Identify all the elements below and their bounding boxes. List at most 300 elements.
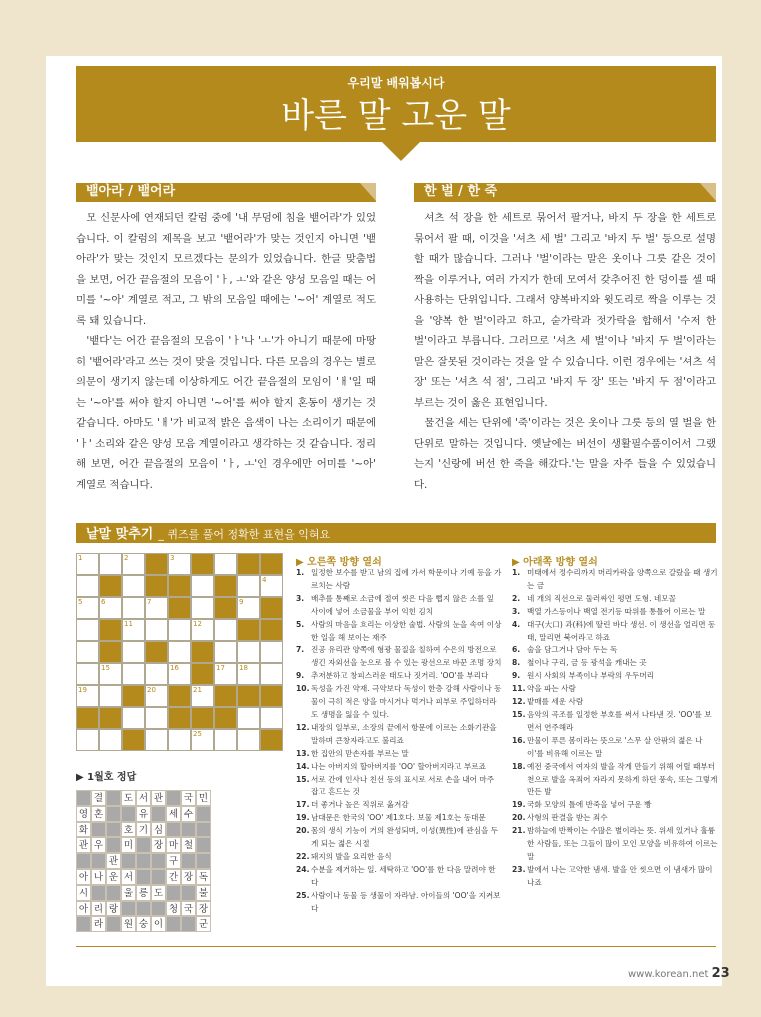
- crossword-number: 13: [147, 642, 156, 650]
- clue-text: 네 개의 직선으로 둘러싸인 평면 도형. 네모꼴: [527, 593, 676, 603]
- crossword-cell[interactable]: [237, 641, 260, 663]
- answer-cell: [151, 869, 166, 885]
- down-clue: [512, 593, 718, 606]
- clue-text: 수분을 제거하는 일. 세탁하고 'OO'를 한 다음 말려야 한다: [311, 864, 496, 887]
- crossword-block: [237, 685, 260, 707]
- clue-text: 미태에서 정수리까지 머리카락을 양쪽으로 갈랐을 때 생기는 금: [527, 568, 718, 590]
- crossword-number: 10: [101, 620, 110, 628]
- clue-text: 철이나 구리, 금 등 광석을 캐내는 곳: [527, 658, 647, 668]
- answer-cell: 아: [76, 901, 91, 917]
- clue-number: 3.: [512, 606, 521, 616]
- left-section-rule: [76, 201, 376, 202]
- answer-cell: 미: [121, 837, 136, 853]
- clue-number: 25.: [296, 890, 310, 900]
- answer-cell: 유: [136, 806, 151, 822]
- across-clue: [296, 683, 502, 722]
- crossword-block: [191, 553, 214, 575]
- crossword-cell[interactable]: [260, 641, 283, 663]
- right-paragraph-1: 셔츠 석 장을 한 세트로 묶어서 팔거나, 바지 두 장을 한 세트로 묶어서 팔 때, 이것을 '셔츠 세 벌' 그리고 '바지 두 벌' 등으로 설명할 때가 많습니다. 그러나 '벌'이라는 말은 옷이나 그릇 같은 것이 짝을 이루거나, 여러 가지가 한데 모여서 갖추어진 한 덩이를 셀 때 사용하는 단위입니다. 그래서 양복바지와 윗도리로 짝을 이루는 것을 '양복 한 벌'이라고 하고, 숟가락과 젓가락을 합해서 '수저 한 벌'이라고 부릅니다. 그러므로 '셔츠 세 벌'이나 '바지 두 벌'이라는 말은 잘못된 것이라는 것을 알 수 있습니다. 이런 경우에는 '셔츠 석 장' 또는 '셔츠 석 점', 그리고 '바지 두 장' 또는 '바지 두 점'이라고 부르는 것이 옳은 표현입니다.: [414, 212, 716, 409]
- answer-cell: 민: [196, 790, 211, 806]
- clue-text: 남대문은 한국의 'OO' 제1호다. 보물 제1호는 동대문: [311, 813, 486, 823]
- clue-number: 7.: [296, 645, 305, 655]
- crossword-cell[interactable]: [122, 707, 145, 729]
- crossword-cell[interactable]: [122, 641, 145, 663]
- crossword-cell[interactable]: [99, 729, 122, 751]
- answer-cell: 라: [91, 916, 106, 932]
- quiz-subtitle: _ 퀴즈를 풀어 정확한 표현을 익혀요: [158, 528, 331, 541]
- answer-cell: [106, 885, 121, 901]
- answer-cell: [181, 853, 196, 869]
- crossword-cell[interactable]: [237, 729, 260, 751]
- clue-text: 내장의 일부로, 소장의 끝에서 항문에 이르는 소화기관을 말하며 큰창자라고도 불리죠: [311, 722, 497, 745]
- clue-number: 19.: [296, 813, 310, 823]
- answer-cell: 마: [166, 837, 181, 853]
- answer-cell: [121, 901, 136, 917]
- clue-text: 추저분하고 창피스러운 태도나 짓거리. 'OO'를 부리다: [311, 671, 489, 681]
- crossword-number: 15: [101, 664, 110, 672]
- crossword-block: [99, 619, 122, 641]
- crossword-block: [191, 707, 214, 729]
- answer-grid: [76, 790, 211, 933]
- answer-cell: 우: [91, 837, 106, 853]
- crossword-number: 25: [193, 730, 202, 738]
- clue-text: 대구(大口) 과(科)에 딸린 바다 생선. 이 생선을 얼리면 동태, 말리면 북어라고 하죠: [527, 619, 716, 642]
- clue-text: 사형의 판결을 받는 죄수: [527, 813, 608, 823]
- answer-cell: 릉: [136, 885, 151, 901]
- clue-text: 독성을 가진 약재. 극약보다 독성이 한층 강해 사람이나 동물이 극히 적은 양을 마시거나 먹거나 피부로 주입하더라도 생명을 잃을 수 있다.: [311, 684, 502, 719]
- crossword-block: [237, 553, 260, 575]
- answer-cell: 운: [106, 869, 121, 885]
- answer-cell: 불: [196, 885, 211, 901]
- right-section-body: [414, 208, 716, 495]
- right-paragraph-2: 물건을 세는 단위에 '죽'이라는 것은 옷이나 그릇 등의 열 벌을 한 단위로 말하는 것입니다. 옛날에는 버선이 생활필수품이어서 그랬는지 '신랑에 버선 한 죽을 해갔다.'는 말을 자주 들을 수 있었습니다.: [414, 417, 716, 491]
- clue-text: 술을 담그거나 담아 두는 독: [527, 645, 618, 655]
- crossword-cell[interactable]: [122, 553, 145, 575]
- footer-site: www.korean.net: [628, 969, 709, 980]
- crossword-grid[interactable]: [76, 553, 283, 751]
- answer-cell: [136, 837, 151, 853]
- banner-subtitle: 우리말 배워봅시다: [347, 76, 445, 90]
- across-clue: [296, 644, 502, 670]
- answer-cell: [106, 806, 121, 822]
- crossword-cell[interactable]: [76, 619, 99, 641]
- crossword-number: 9: [239, 598, 244, 606]
- clue-text: 나는 아버지의 할아버지를 'OO' 할아버지라고 부르죠: [311, 761, 486, 771]
- crossword-cell[interactable]: [145, 663, 168, 685]
- clue-number: 18.: [512, 761, 526, 771]
- crossword-number: 8: [170, 598, 175, 606]
- across-clue: [296, 851, 502, 864]
- crossword-cell[interactable]: [214, 729, 237, 751]
- clue-text: 서로 간에 인사나 친선 등의 표시로 서로 손을 내어 마주 잡고 흔드는 것: [311, 774, 495, 797]
- crossword-block: [214, 597, 237, 619]
- clue-number: 21.: [512, 826, 526, 836]
- crossword-block: [168, 597, 191, 619]
- crossword-cell[interactable]: [76, 575, 99, 597]
- clue-number: 15.: [296, 774, 310, 784]
- across-clue: [296, 619, 502, 645]
- crossword-block: [191, 663, 214, 685]
- clue-text: 돼지의 발을 요리한 음식: [311, 851, 392, 861]
- crossword-cell[interactable]: [168, 553, 191, 575]
- answer-cell: [106, 790, 121, 806]
- crossword-block: [122, 685, 145, 707]
- across-clue: [296, 567, 502, 593]
- crossword-cell[interactable]: [214, 641, 237, 663]
- crossword-cell[interactable]: [168, 641, 191, 663]
- answer-cell: 청: [166, 901, 181, 917]
- crossword-block: [214, 575, 237, 597]
- answer-cell: [136, 869, 151, 885]
- answer-cell: 결: [91, 790, 106, 806]
- crossword-cell[interactable]: [191, 729, 214, 751]
- down-clue: [512, 683, 718, 696]
- crossword-cell[interactable]: [260, 663, 283, 685]
- answer-cell: 기: [136, 822, 151, 838]
- clue-number: 13.: [296, 748, 310, 758]
- clue-text: 약을 파는 사람: [527, 684, 576, 694]
- clue-number: 8.: [512, 658, 521, 668]
- clue-number: 19.: [512, 800, 526, 810]
- answer-cell: [166, 790, 181, 806]
- crossword-cell[interactable]: [168, 729, 191, 751]
- down-clue: [512, 761, 718, 800]
- answer-cell: 호: [121, 822, 136, 838]
- answer-cell: 도: [121, 790, 136, 806]
- answer-cell: [166, 885, 181, 901]
- crossword-block: [99, 575, 122, 597]
- answer-cell: 숭: [136, 916, 151, 932]
- crossword-cell[interactable]: [145, 685, 168, 707]
- crossword-block: [99, 707, 122, 729]
- down-clue: [512, 619, 718, 645]
- answer-cell: 아: [76, 869, 91, 885]
- crossword-block: [76, 707, 99, 729]
- crossword-cell[interactable]: [76, 729, 99, 751]
- right-section-rule: [414, 201, 716, 202]
- clue-number: 3.: [296, 593, 305, 603]
- answer-cell: [91, 885, 106, 901]
- crossword-block: [145, 575, 168, 597]
- clue-number: 16.: [512, 735, 526, 745]
- clue-text: 음악의 곡조를 일정한 부호를 써서 나타낸 것. 'OO'를 보면서 연주해라: [527, 709, 712, 732]
- crossword-cell[interactable]: [76, 641, 99, 663]
- down-clue: [512, 657, 718, 670]
- answer-cell: 혼: [91, 806, 106, 822]
- clue-text: 일정한 보수를 받고 남의 집에 가서 학문이나 기예 등을 가르치는 사람: [311, 568, 502, 590]
- crossword-number: 22: [239, 686, 248, 694]
- crossword-number: 23: [262, 686, 271, 694]
- crossword-cell[interactable]: [260, 575, 283, 597]
- answer-cell: [76, 853, 91, 869]
- crossword-cell[interactable]: [237, 597, 260, 619]
- crossword-cell[interactable]: [260, 707, 283, 729]
- answer-cell: 리: [91, 901, 106, 917]
- clue-number: 14.: [296, 761, 310, 771]
- clue-number: 2.: [512, 593, 521, 603]
- clue-number: 20.: [512, 813, 526, 823]
- down-clue: [512, 825, 718, 864]
- answer-cell: 울: [121, 885, 136, 901]
- answer-cell: [196, 822, 211, 838]
- clue-number: 12.: [296, 722, 310, 732]
- clue-number: 15.: [512, 709, 526, 719]
- left-paragraph-1: 모 신문사에 연재되던 칼럼 중에 '내 무덤에 침을 뱉어라'가 있었습니다. 이 칼럼의 제목을 보고 '뱉어라'가 맞는 것인지 아니면 '뱉아라'가 맞는 것인지 모르겠다는 문의가 있었습니다. 한글 맞춤법을 보면, 어간 끝음절의 모음이 'ㅏ, ㅗ'와 같은 양성 모음일 때는 어미를 '~아' 계열로 적고, 그 밖의 모음일 때에는 '~어' 계열로 적도록 돼 있습니다.: [76, 212, 376, 327]
- clue-number: 6.: [512, 645, 521, 655]
- clue-text: 백열 가스등이나 백열 전기등 따위를 통틀어 이르는 말: [527, 606, 706, 616]
- crossword-number: 12: [193, 620, 202, 628]
- crossword-cell[interactable]: [145, 729, 168, 751]
- down-clues-title: ▶ 아래쪽 방향 열쇠: [512, 557, 598, 568]
- clue-number: 5.: [296, 619, 305, 629]
- answer-cell: 영: [76, 806, 91, 822]
- clue-number: 12.: [512, 697, 526, 707]
- clue-text: 예전 중국에서 여자의 발을 작게 만들기 위해 어릴 때부터 천으로 발을 옥죄어 자라지 못하게 하던 풍속, 또는 그렇게 만든 발: [527, 761, 718, 797]
- answer-cell: 시: [76, 885, 91, 901]
- crossword-cell[interactable]: [145, 707, 168, 729]
- answer-cell: [91, 853, 106, 869]
- crossword-number: 16: [170, 664, 179, 672]
- clue-number: 10.: [296, 684, 310, 694]
- crossword-block: [260, 597, 283, 619]
- across-clue: [296, 890, 502, 916]
- crossword-number: 14: [193, 642, 202, 650]
- down-clue: [512, 670, 718, 683]
- clue-text: 만물이 푸른 봄이라는 뜻으로 '스무 살 안팎의 젊은 나이'를 비유해 이르는 말: [527, 735, 703, 758]
- crossword-number: 17: [216, 664, 225, 672]
- answer-label: ▶ 1월호 정답: [76, 772, 137, 783]
- down-clue: [512, 709, 718, 735]
- down-clue: [512, 735, 718, 761]
- across-clue: [296, 722, 502, 748]
- left-paragraph-2: '뱉다'는 어간 끝음절의 모음이 'ㅏ'나 'ㅗ'가 아니기 때문에 마땅히 '뱉어라'라고 쓰는 것이 맞을 것입니다. 다른 모음의 경우는 별로 의문이 생기지 않는데 이상하게도 어간 끝음절의 모임이 'ㅐ'일 때는 '~아'를 써야 할지 아니면 '~어'를 써야 할지 혼동이 생기는 것 같습니다. 아마도 'ㅐ'가 비교적 밝은 음색이 나는 소리이기 때문에 'ㅏ' 소리와 같은 양성 모음 계열이라고 생각하는 것 같습니다. 정리해 보면, 어간 끝음절의 모음이 'ㅏ, ㅗ'인 경우에만 어미를 '~아' 계열로 적습니다.: [76, 335, 376, 491]
- crossword-number: 1: [78, 554, 83, 562]
- crossword-cell[interactable]: [76, 685, 99, 707]
- crossword-block: [168, 685, 191, 707]
- crossword-cell[interactable]: [214, 553, 237, 575]
- answer-cell: 장: [196, 901, 211, 917]
- clue-text: 진공 유리관 양쪽에 형광 물질을 칠하여 수은의 방전으로 생긴 자외선을 눈으로 볼 수 있는 광선으로 바꾼 조명 장치: [311, 645, 502, 668]
- banner-arrow: [381, 141, 421, 161]
- answer-cell: 관: [151, 790, 166, 806]
- crossword-cell[interactable]: [76, 553, 99, 575]
- crossword-block: [168, 707, 191, 729]
- across-clue: [296, 593, 502, 619]
- clue-number: 4.: [512, 619, 521, 629]
- crossword-cell[interactable]: [76, 663, 99, 685]
- answer-cell: 도: [151, 885, 166, 901]
- clue-text: 밤하늘에 반짝이는 수많은 별이라는 뜻. 위세 있거나 훌륭한 사람들, 또는 그들이 많이 모인 모양을 비유하여 이르는 말: [527, 826, 718, 861]
- crossword-cell[interactable]: [122, 663, 145, 685]
- across-clues-title: ▶ 오른쪽 방향 열쇠: [296, 557, 382, 568]
- crossword-cell[interactable]: [191, 597, 214, 619]
- crossword-cell[interactable]: [122, 597, 145, 619]
- clue-number: 1.: [512, 568, 521, 577]
- answer-cell: 국: [181, 790, 196, 806]
- quiz-header: [76, 523, 716, 543]
- crossword-number: 24: [124, 730, 133, 738]
- answer-cell: 간: [166, 869, 181, 885]
- down-clue: [512, 812, 718, 825]
- answer-cell: 세: [166, 806, 181, 822]
- across-clue: [296, 774, 502, 800]
- clue-text: 배추를 통째로 소금에 절여 씻은 다음 뻡지 않은 소를 잎 사이에 넣어 소금물을 부어 익힌 김치: [311, 593, 495, 616]
- crossword-cell[interactable]: [99, 685, 122, 707]
- across-clue: [296, 670, 502, 683]
- answer-cell: [121, 853, 136, 869]
- across-clue: [296, 761, 502, 774]
- clue-text: 사람이나 동물 등 생물이 자라남. 아이들의 'OO'을 지켜보다: [311, 890, 501, 913]
- answer-cell: [76, 790, 91, 806]
- answer-cell: [196, 806, 211, 822]
- answer-cell: [166, 822, 181, 838]
- answer-cell: [181, 822, 196, 838]
- answer-cell: [166, 916, 181, 932]
- crossword-cell[interactable]: [168, 619, 191, 641]
- clue-number: 9.: [512, 671, 521, 681]
- across-clues: [296, 567, 502, 915]
- crossword-block: [260, 729, 283, 751]
- left-section-body: [76, 208, 376, 495]
- crossword-block: [122, 729, 145, 751]
- down-clue: [512, 696, 718, 709]
- crossword-cell[interactable]: [214, 619, 237, 641]
- crossword-number: 19: [78, 686, 87, 694]
- answer-cell: [121, 806, 136, 822]
- down-clue: [512, 644, 718, 657]
- clue-text: 발에서 나는 고약한 냄새. 발을 안 씻으면 이 냄새가 많이 나죠: [527, 864, 713, 887]
- crossword-cell[interactable]: [214, 663, 237, 685]
- answer-cell: [181, 916, 196, 932]
- crossword-number: 3: [170, 554, 175, 562]
- across-clue: [296, 799, 502, 812]
- crossword-block: [260, 619, 283, 641]
- down-clue: [512, 864, 718, 890]
- crossword-cell[interactable]: [237, 575, 260, 597]
- crossword-number: 20: [147, 686, 156, 694]
- answer-cell: [106, 916, 121, 932]
- crossword-cell[interactable]: [168, 663, 191, 685]
- clue-number: 9.: [296, 671, 305, 681]
- answer-cell: [181, 885, 196, 901]
- answer-cell: 수: [181, 806, 196, 822]
- answer-cell: [136, 901, 151, 917]
- clue-text: 국화 모양의 틀에 반죽을 넣어 구운 빵: [527, 800, 652, 810]
- down-clues: [512, 567, 718, 890]
- answer-cell: 이: [151, 916, 166, 932]
- clue-text: 몸의 생식 기능이 거의 완성되며, 이성(異性)에 관심을 두게 되는 젊은 시절: [311, 826, 499, 849]
- answer-cell: 구: [166, 853, 181, 869]
- bottom-rule: [76, 946, 716, 947]
- crossword-block: [214, 685, 237, 707]
- answer-cell: 독: [196, 869, 211, 885]
- answer-cell: [151, 901, 166, 917]
- clue-number: 23.: [512, 864, 526, 874]
- crossword-block: [260, 553, 283, 575]
- crossword-cell[interactable]: [99, 663, 122, 685]
- answer-cell: 원: [121, 916, 136, 932]
- crossword-block: [145, 641, 168, 663]
- crossword-number: 18: [239, 664, 248, 672]
- crossword-cell[interactable]: [99, 553, 122, 575]
- answer-cell: 장: [181, 869, 196, 885]
- answer-cell: [136, 853, 151, 869]
- banner-title: 바른 말 고운 말: [281, 96, 511, 136]
- crossword-cell[interactable]: [122, 575, 145, 597]
- across-clue: [296, 825, 502, 851]
- answer-cell: 관: [76, 837, 91, 853]
- answer-cell: [76, 916, 91, 932]
- quiz-title: 낱말 맞추기: [86, 527, 154, 542]
- crossword-number: 2: [124, 554, 129, 562]
- crossword-number: 6: [101, 598, 106, 606]
- clue-number: 20.: [296, 826, 310, 836]
- crossword-cell[interactable]: [99, 597, 122, 619]
- answer-cell: [196, 853, 211, 869]
- crossword-cell[interactable]: [122, 619, 145, 641]
- footer: [628, 966, 730, 981]
- crossword-cell[interactable]: [145, 597, 168, 619]
- left-section-title: 뱉아라 / 뱉어라: [76, 183, 376, 201]
- across-clue: [296, 748, 502, 761]
- crossword-cell[interactable]: [237, 707, 260, 729]
- crossword-cell[interactable]: [191, 685, 214, 707]
- down-clue: [512, 567, 718, 593]
- clue-text: 한 집안의 맏손자를 부르는 말: [311, 748, 409, 758]
- clue-number: 24.: [296, 864, 310, 874]
- crossword-cell[interactable]: [76, 597, 99, 619]
- crossword-cell[interactable]: [145, 619, 168, 641]
- answer-cell: [196, 837, 211, 853]
- clue-number: 17.: [296, 800, 310, 810]
- crossword-number: 5: [78, 598, 83, 606]
- answer-cell: 화: [76, 822, 91, 838]
- clue-text: 밭매를 세운 사람: [527, 697, 584, 707]
- clue-text: 원시 사회의 부족이나 부락의 우두머리: [527, 671, 655, 681]
- crossword-number: 4: [262, 576, 267, 584]
- answer-cell: [91, 822, 106, 838]
- down-clue: [512, 606, 718, 619]
- crossword-cell[interactable]: [237, 663, 260, 685]
- down-clue: [512, 799, 718, 812]
- answer-cell: [106, 822, 121, 838]
- right-section-title: 한 벌 / 한 죽: [414, 183, 716, 201]
- answer-cell: 랑: [106, 901, 121, 917]
- crossword-cell[interactable]: [191, 575, 214, 597]
- crossword-block: [99, 641, 122, 663]
- clue-text: 더 좋거나 높은 직위로 옮겨감: [311, 800, 409, 810]
- answer-cell: [106, 837, 121, 853]
- page-number: 23: [711, 966, 730, 981]
- crossword-number: 11: [124, 620, 133, 628]
- clue-number: 1.: [296, 568, 305, 577]
- answer-cell: 철: [181, 837, 196, 853]
- crossword-block: [168, 575, 191, 597]
- answer-cell: [151, 853, 166, 869]
- crossword-block: [191, 641, 214, 663]
- answer-cell: 관: [106, 853, 121, 869]
- crossword-block: [145, 553, 168, 575]
- answer-cell: 서: [136, 790, 151, 806]
- across-clue: [296, 812, 502, 825]
- across-clue: [296, 864, 502, 890]
- crossword-block: [260, 685, 283, 707]
- crossword-cell[interactable]: [191, 619, 214, 641]
- clue-number: 22.: [296, 851, 310, 861]
- answer-cell: 서: [121, 869, 136, 885]
- crossword-block: [214, 707, 237, 729]
- crossword-block: [237, 619, 260, 641]
